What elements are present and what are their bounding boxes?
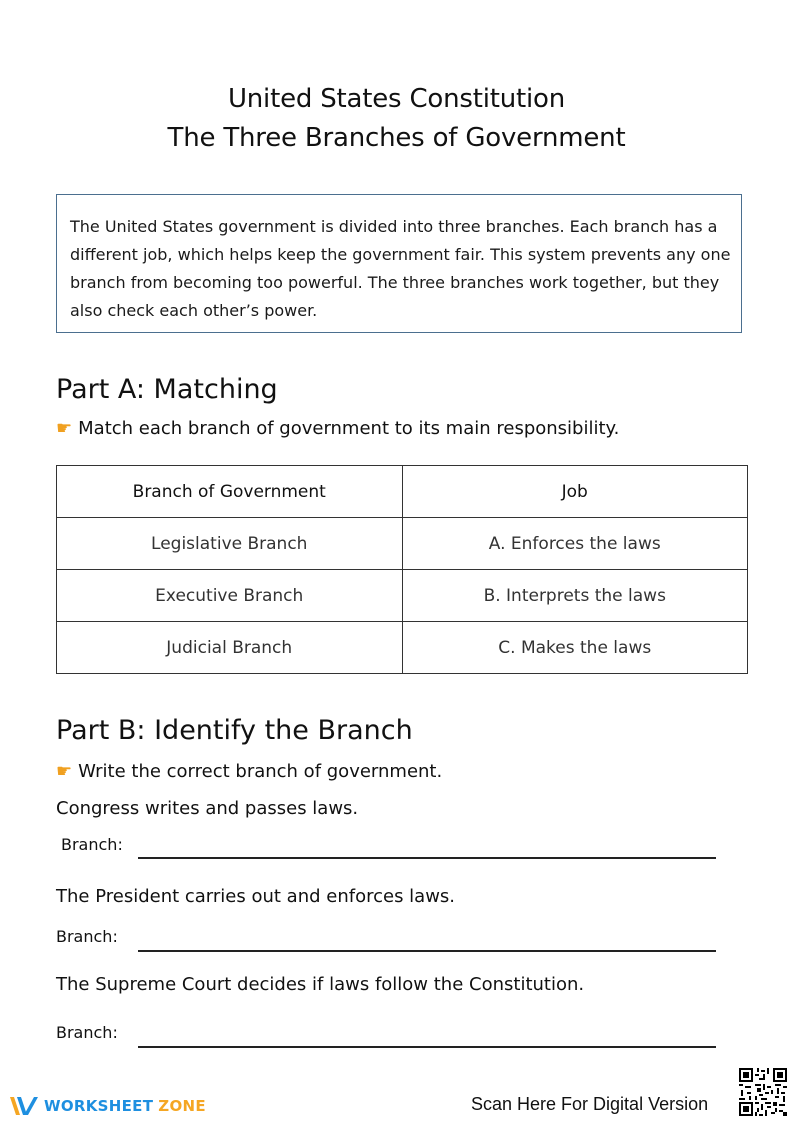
table-cell-job: A. Enforces the laws bbox=[402, 518, 748, 570]
part-a-instruction bbox=[56, 418, 619, 439]
question-3-branch-label: Branch: bbox=[56, 1023, 118, 1042]
scan-instruction: Scan Here For Digital Version bbox=[471, 1094, 709, 1114]
question-2-answer-line[interactable] bbox=[138, 950, 716, 952]
question-2-branch-label: Branch: bbox=[56, 927, 118, 946]
table-cell-job: C. Makes the laws bbox=[402, 622, 748, 674]
part-a-instruction-text: Match each branch of government to its main responsibility. bbox=[78, 418, 620, 439]
table-row bbox=[57, 570, 748, 622]
table-cell-branch: Judicial Branch bbox=[57, 622, 403, 674]
part-b-instruction bbox=[56, 761, 442, 782]
table-header-branch: Branch of Government bbox=[57, 466, 403, 518]
table-cell-branch: Executive Branch bbox=[57, 570, 403, 622]
brand-text-worksheet: WORKSHEET bbox=[44, 1097, 154, 1115]
part-b-heading: Part B: Identify the Branch bbox=[56, 715, 413, 746]
intro-box bbox=[56, 194, 742, 333]
table-header-job: Job bbox=[402, 466, 748, 518]
question-1-prompt: Congress writes and passes laws. bbox=[56, 798, 359, 819]
pointing-hand-icon: ☛ bbox=[56, 418, 73, 439]
table-row bbox=[57, 518, 748, 570]
question-2-prompt: The President carries out and enforces laws. bbox=[56, 886, 456, 907]
page-subtitle: The Three Branches of Government bbox=[167, 123, 626, 153]
matching-table bbox=[56, 465, 748, 674]
question-3-answer-line[interactable] bbox=[138, 1046, 716, 1048]
qr-code-icon[interactable] bbox=[739, 1068, 787, 1116]
page-title: United States Constitution bbox=[227, 84, 566, 114]
part-a-heading: Part A: Matching bbox=[56, 374, 278, 405]
table-cell-branch: Legislative Branch bbox=[57, 518, 403, 570]
worksheet-zone-logo bbox=[8, 1093, 206, 1119]
question-1-branch-label: Branch: bbox=[61, 835, 123, 854]
question-1-answer-line[interactable] bbox=[138, 857, 716, 859]
worksheet-zone-logo-icon bbox=[8, 1094, 40, 1118]
table-row bbox=[57, 622, 748, 674]
pointing-hand-icon: ☛ bbox=[56, 761, 73, 782]
brand-text-zone: ZONE bbox=[158, 1097, 206, 1115]
table-header-row bbox=[57, 466, 748, 518]
question-3-prompt: The Supreme Court decides if laws follow the Constitution. bbox=[56, 974, 585, 995]
part-b-instruction-text: Write the correct branch of government. bbox=[78, 761, 443, 782]
intro-text: The United States government is divided into three branches. Each branch has a different job, which helps keep the government fair. This system prevents any one branch from becoming too powerful. The three branches work together, but they also check each other’s power. bbox=[70, 217, 731, 320]
table-cell-job: B. Interprets the laws bbox=[402, 570, 748, 622]
